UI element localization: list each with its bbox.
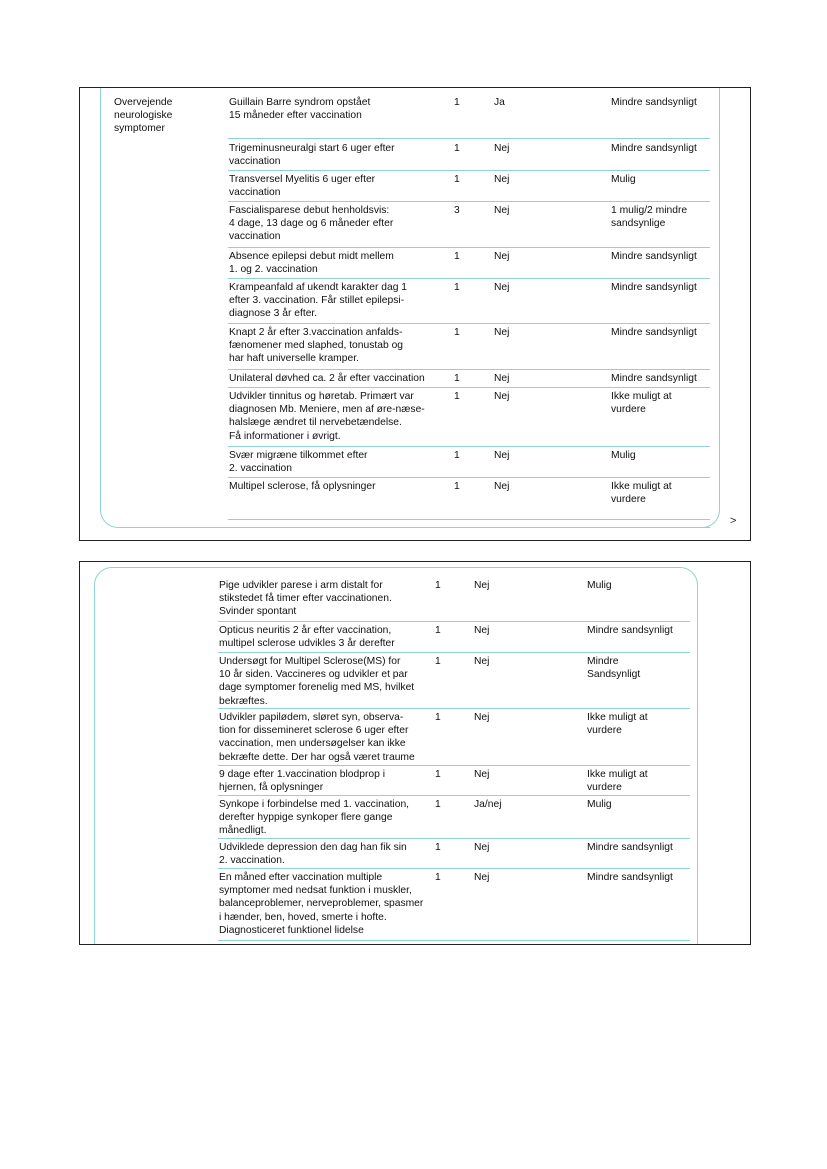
row-assessment: Mulig (587, 580, 612, 591)
table-row (80, 655, 751, 709)
table-row (80, 871, 751, 941)
table-row (80, 624, 751, 653)
row-answer: Nej (474, 842, 490, 853)
row-description: 9 dage efter 1.vaccination blodprop i hjernen, få oplysninger (219, 769, 386, 794)
row-assessment: Mindre Sandsynligt (587, 656, 641, 681)
table-row (80, 250, 751, 279)
row-count: 1 (435, 842, 441, 853)
row-count: 1 (435, 625, 441, 636)
symptom-table-2 (80, 562, 751, 945)
next-arrow-icon[interactable]: > (730, 515, 737, 527)
row-answer: Ja/nej (474, 799, 502, 810)
row-divider (228, 323, 710, 324)
row-count: 1 (454, 174, 460, 185)
table-row (80, 96, 751, 139)
table-row (80, 390, 751, 447)
row-description: Pige udvikler parese i arm distalt for stikstedet få timer efter vaccinationen. Svinder spontant (219, 580, 392, 618)
row-count: 1 (454, 481, 460, 492)
row-assessment: Mindre sandsynligt (611, 251, 697, 262)
row-answer: Nej (494, 373, 510, 384)
table-row (80, 841, 751, 869)
row-divider (218, 868, 690, 869)
table-row (80, 711, 751, 766)
row-description: Svær migræne tilkommet efter 2. vaccination (229, 450, 368, 475)
row-answer: Nej (494, 205, 510, 216)
row-answer: Nej (494, 282, 510, 293)
row-divider (218, 795, 690, 796)
table-row (80, 142, 751, 171)
row-answer: Nej (474, 580, 490, 591)
row-count: 1 (454, 450, 460, 461)
row-assessment: Ikke muligt at vurdere (611, 391, 672, 416)
row-divider (228, 201, 710, 202)
row-answer: Nej (494, 481, 510, 492)
row-assessment: Mindre sandsynligt (611, 327, 697, 338)
row-description: Krampeanfald af ukendt karakter dag 1 efter 3. vaccination. Får stillet epilepsi- diagnose 3 år efter. (229, 282, 408, 320)
row-assessment: Mindre sandsynligt (587, 842, 673, 853)
row-description: Unilateral døvhed ca. 2 år efter vaccination (229, 373, 425, 384)
row-answer: Nej (494, 450, 510, 461)
row-description: Opticus neuritis 2 år efter vaccination, multipel sclerose udvikles 3 år derefter (219, 625, 395, 650)
row-divider (218, 708, 690, 709)
table-row (80, 372, 751, 388)
row-count: 1 (435, 580, 441, 591)
row-count: 1 (454, 251, 460, 262)
row-assessment: Mindre sandsynligt (587, 872, 673, 883)
row-description: Knapt 2 år efter 3.vaccination anfalds- fænomener med slaphed, tonustab og har haft universelle kramper. (229, 327, 404, 365)
row-answer: Ja (494, 97, 505, 108)
table-row (80, 798, 751, 839)
row-answer: Nej (474, 872, 490, 883)
row-divider (218, 621, 690, 622)
row-count: 1 (454, 282, 460, 293)
row-count: 1 (454, 327, 460, 338)
row-answer: Nej (474, 712, 490, 723)
row-assessment: Mindre sandsynligt (611, 282, 697, 293)
row-divider (218, 940, 690, 941)
row-answer: Nej (494, 391, 510, 402)
row-divider (228, 387, 710, 388)
row-description: Guillain Barre syndrom opstået 15 måneder efter vaccination (229, 97, 371, 122)
row-description: En måned efter vaccination multiple symptomer med nedsat funktion i muskler, balanceproblemer, nerveproblemer, spasmer i hænder, ben, hoved, smerte i hofte. Diagnosticeret funktionel lidelse (219, 872, 424, 936)
row-assessment: Mindre sandsynligt (611, 373, 697, 384)
row-count: 1 (435, 656, 441, 667)
row-divider (228, 519, 710, 520)
table-panel-2 (79, 561, 751, 945)
row-assessment: Ikke muligt at vurdere (611, 481, 672, 506)
row-assessment: Mindre sandsynligt (611, 97, 697, 108)
row-count: 1 (435, 712, 441, 723)
category-label: Overvejende neurologiske symptomer (114, 97, 173, 135)
symptom-table-1 (80, 88, 751, 541)
row-answer: Nej (494, 251, 510, 262)
row-divider (228, 278, 710, 279)
row-divider (228, 446, 710, 447)
row-description: Trigeminusneuralgi start 6 uger efter vaccination (229, 143, 395, 168)
row-answer: Nej (494, 327, 510, 338)
row-count: 1 (435, 872, 441, 883)
row-divider (228, 369, 710, 370)
row-assessment: Mindre sandsynligt (611, 143, 697, 154)
table-row (80, 579, 751, 622)
row-divider (218, 765, 690, 766)
row-divider (228, 477, 710, 478)
row-answer: Nej (474, 625, 490, 636)
table-row (80, 326, 751, 370)
row-count: 1 (454, 143, 460, 154)
row-assessment: Mulig (587, 799, 612, 810)
row-description: Undersøgt for Multipel Sclerose(MS) for 10 år siden. Vaccineres og udvikler et par dage symptomer forenelig med MS, hvilket bekræftes. (219, 656, 415, 707)
row-description: Fascialisparese debut henholdsvis: 4 dage, 13 dage og 6 måneder efter vaccination (229, 205, 394, 243)
row-count: 1 (435, 769, 441, 780)
row-description: Absence epilepsi debut midt mellem 1. og 2. vaccination (229, 251, 394, 276)
table-row (80, 173, 751, 202)
table-panel-1 (79, 87, 751, 541)
row-count: 1 (454, 373, 460, 384)
table-row (80, 204, 751, 248)
row-answer: Nej (494, 143, 510, 154)
row-assessment: Mulig (611, 450, 636, 461)
table-row (80, 281, 751, 324)
row-count: 1 (454, 97, 460, 108)
row-description: Udvikler tinnitus og høretab. Primært var diagnosen Mb. Meniere, men af øre-næse- halslæge ændret til nervebetændelse. Få informationer i øvrigt. (229, 391, 425, 442)
row-assessment: Mindre sandsynligt (587, 625, 673, 636)
row-divider (228, 138, 710, 139)
row-answer: Nej (494, 174, 510, 185)
row-count: 1 (435, 799, 441, 810)
row-divider (228, 247, 710, 248)
row-description: Udvikler papilødem, sløret syn, observa- tion for dissemineret sclerose 6 uger efter vaccination, men undersøgelser kan ikke bekræfte dette. Der har også været traume (219, 712, 415, 763)
row-divider (218, 838, 690, 839)
row-assessment: 1 mulig/2 mindre sandsynlige (611, 205, 688, 230)
row-count: 1 (454, 391, 460, 402)
row-description: Udviklede depression den dag han fik sin 2. vaccination. (219, 842, 407, 867)
row-count: 3 (454, 205, 460, 216)
table-row (80, 449, 751, 478)
table-row (80, 480, 751, 520)
table-row (80, 768, 751, 796)
row-assessment: Ikke muligt at vurdere (587, 769, 648, 794)
row-answer: Nej (474, 656, 490, 667)
row-divider (218, 652, 690, 653)
row-assessment: Ikke muligt at vurdere (587, 712, 648, 737)
row-description: Synkope i forbindelse med 1. vaccination, derefter hyppige synkoper flere gange månedligt. (219, 799, 410, 837)
row-description: Multipel sclerose, få oplysninger (229, 481, 376, 492)
row-assessment: Mulig (611, 174, 636, 185)
row-description: Transversel Myelitis 6 uger efter vaccination (229, 174, 376, 199)
row-divider (228, 170, 710, 171)
row-answer: Nej (474, 769, 490, 780)
